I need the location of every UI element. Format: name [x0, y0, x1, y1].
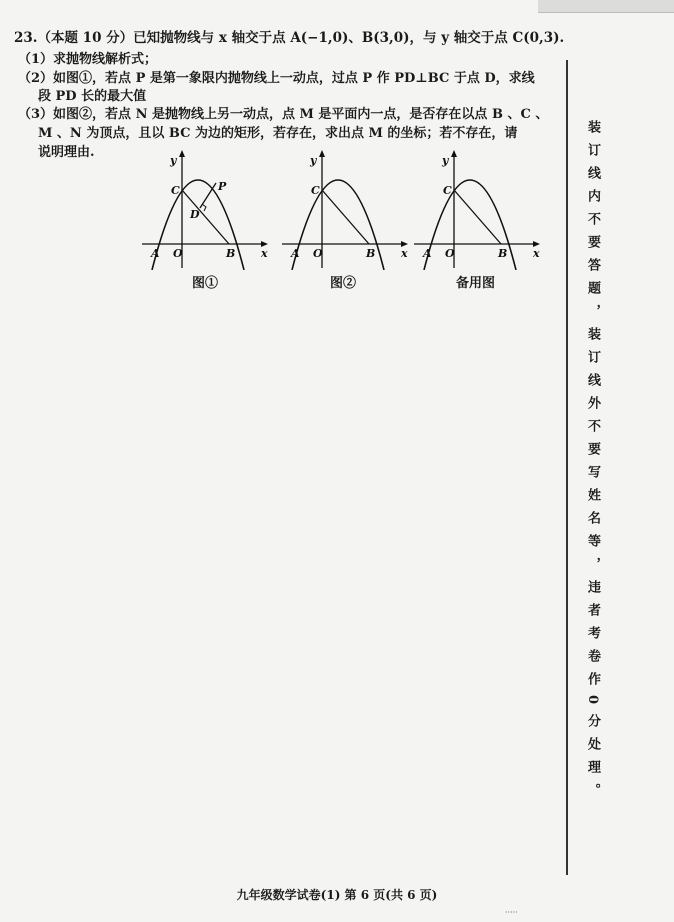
label-d: D: [190, 208, 200, 221]
label-b: B: [226, 247, 236, 260]
label-c: C: [171, 184, 180, 197]
right-angle-mark: [202, 204, 206, 211]
label-a: A: [151, 247, 160, 260]
question-part-1: （1）求抛物线解析式；: [18, 52, 158, 67]
segment-bc: [322, 190, 369, 244]
question-part-3-line-1: （3）如图②，若点 N 是抛物线上另一动点，点 M 是平面内一点，是否存在以点 B 、C 、: [18, 107, 549, 122]
page-footer: 九年级数学试卷(1) 第 6 页(共 6 页): [236, 888, 438, 902]
label-y: y: [170, 154, 177, 167]
figure-3-diagram: [414, 150, 544, 270]
y-axis-arrow: [179, 150, 185, 157]
label-b: B: [366, 247, 376, 260]
label-x: x: [261, 247, 268, 260]
label-o: O: [313, 247, 323, 260]
binding-line: [566, 60, 568, 875]
label-o: O: [445, 247, 455, 260]
y-axis-arrow: [319, 150, 325, 157]
question-part-3-line-2: M 、N 为顶点，且以 BC 为边的矩形，若存在，求出点 M 的坐标；若不存在，请: [38, 126, 518, 141]
question-part-2-line-1: （2）如图①，若点 P 是第一象限内抛物线上一动点，过点 P 作 PD⊥BC 于点 D，求线: [18, 71, 535, 86]
question-part-2-line-2: 段 PD 长的最大值: [38, 89, 147, 104]
question-header: 23.（本题 10 分）已知抛物线与 x 轴交于点 A(−1,0)、B(3,0)，与 y 轴交于点 C(0,3).: [14, 30, 565, 46]
figure-2-caption: 图②: [330, 276, 357, 291]
figure-1-diagram: [142, 150, 272, 270]
segment-bc: [454, 190, 501, 244]
label-a: A: [423, 247, 432, 260]
label-c: C: [311, 184, 320, 197]
figure-3-caption: 备用图: [456, 276, 496, 291]
label-p: P: [218, 180, 227, 193]
label-a: A: [291, 247, 300, 260]
label-y: y: [310, 154, 317, 167]
figure-2-diagram: [282, 150, 412, 270]
page-edge: [538, 0, 674, 13]
label-x: x: [533, 247, 540, 260]
figure-1-caption: 图①: [192, 276, 219, 291]
label-y: y: [442, 154, 449, 167]
corner-mark: ·····: [505, 908, 518, 917]
label-o: O: [173, 247, 183, 260]
binding-notice: 装订线内不要答题，装订线外不要写姓名等，违者考卷作0分处理。: [585, 120, 600, 807]
label-b: B: [498, 247, 508, 260]
label-x: x: [401, 247, 408, 260]
question-part-3-line-3: 说明理由.: [38, 145, 95, 160]
y-axis-arrow: [451, 150, 457, 157]
label-c: C: [443, 184, 452, 197]
